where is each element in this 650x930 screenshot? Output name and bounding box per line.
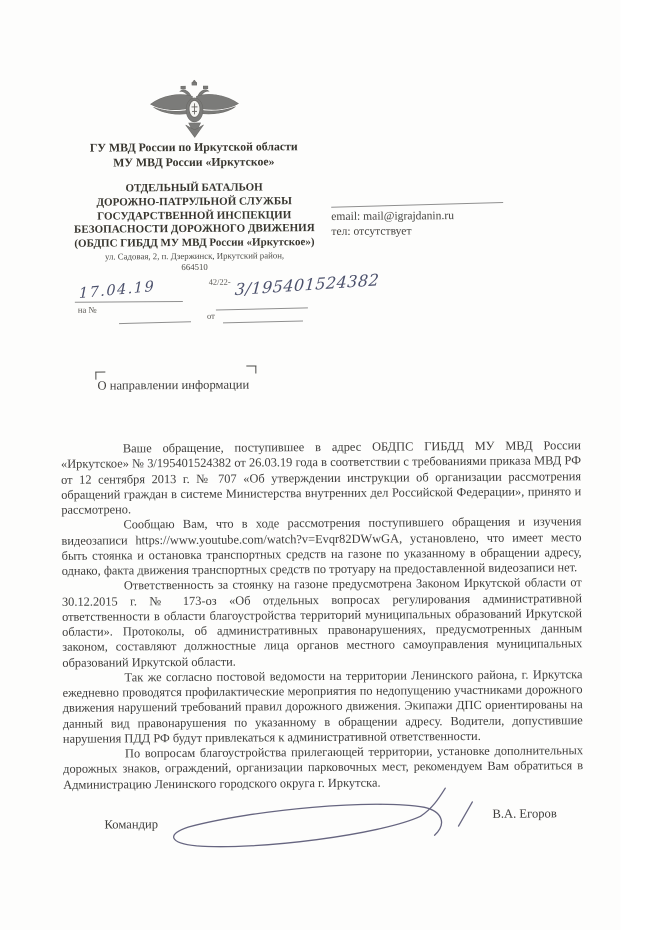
subject-line: О направлении информации bbox=[97, 377, 250, 393]
on-number-line bbox=[119, 321, 191, 324]
letter-body bbox=[61, 438, 583, 792]
signer-name: В.А. Егоров bbox=[492, 806, 557, 821]
addressee-underline bbox=[331, 202, 503, 208]
from-line bbox=[223, 320, 303, 323]
unit-header bbox=[63, 181, 325, 252]
unit-line: (ОБДПС ГИБДД МУ МВД России «Иркутское») bbox=[74, 236, 315, 250]
from-label: от bbox=[206, 310, 215, 321]
body-paragraph: Сообщаю Вам, что в ходе рассмотрения поступившего обращения и изучения видеозаписи https://www.youtube.com/watch?v=Evqr82DWwGA, установлено, что имеет место быть стоянка и остановка транспортных средств на газоне по указанному в обращении адресу, однако, факта движения транспортных средств по тротуару на предоставленной видеозаписи нет. bbox=[61, 514, 582, 578]
unit-line: ОТДЕЛЬНЫЙ БАТАЛЬОН bbox=[125, 181, 263, 195]
contact-block bbox=[331, 209, 454, 239]
body-paragraph: Так же согласно постовой ведомости на территории Ленинского района, г. Иркутска ежедневно проводятся профилактические мероприятия по недопущению участниками дорожного движения нарушений требований правил дорожного движения. Экипажи ДПС ориентированы на данный вид правонарушения по указанному в обращении адресу. Водители, допустившие нарушения ПДД РФ будут привлекаться к административной ответственности. bbox=[62, 666, 583, 746]
handwritten-number: 3/195401524382 bbox=[234, 270, 380, 300]
corner-bracket-right bbox=[246, 365, 256, 373]
mvd-emblem-icon bbox=[149, 80, 239, 139]
on-number-label: на № bbox=[77, 304, 97, 315]
signer-position: Командир bbox=[104, 817, 159, 832]
address-line: 664510 bbox=[181, 261, 208, 272]
outgoing-number-prefix: 42/22- bbox=[208, 277, 231, 287]
unit-line: ДОРОЖНО-ПАТРУЛЬНОЙ СЛУЖБЫ bbox=[96, 195, 292, 209]
org-header bbox=[63, 139, 325, 171]
number-line bbox=[216, 307, 308, 310]
unit-line: БЕЗОПАСНОСТИ ДОРОЖНОГО ДВИЖЕНИЯ bbox=[73, 222, 315, 237]
org-line: МУ МВД России «Иркутское» bbox=[113, 154, 275, 170]
org-line: ГУ МВД России по Иркутской области bbox=[89, 139, 298, 155]
signature-autograph bbox=[162, 785, 493, 861]
contact-phone: тел: отсутствует bbox=[331, 223, 412, 238]
contact-email: email: mail@igrajdanin.ru bbox=[331, 209, 455, 223]
sender-address bbox=[64, 250, 326, 273]
body-paragraph: По вопросам благоустройства прилегающей территории, установке дополнительных дорожных знаков, ограждений, организации парковочных мест, рекомендуем Вам обратиться в Администрацию Ленинского городского округа г. Иркутска. bbox=[63, 743, 584, 792]
handwritten-date: 17.04.19 bbox=[78, 278, 156, 303]
body-paragraph: Ответственность за стоянку на газоне предусмотрена Законом Иркутской области от 30.12.2015 г. № 173-оз «Об отдельных вопросах регулирования административной ответственности в области благоустройства территорий муниципальных образований Иркутской области». Протоколы, об административных правонарушениях, предусмотренных данным законом, составляют должностные лица органов местного самоуправления муниципальных образований Иркутской области. bbox=[61, 575, 583, 670]
address-line: ул. Садовая, 2, п. Дзержинск, Иркутский район, bbox=[104, 250, 285, 262]
unit-line: ГОСУДАРСТВЕННОЙ ИНСПЕКЦИИ bbox=[97, 208, 292, 223]
date-line bbox=[75, 301, 183, 303]
body-paragraph: Ваше обращение, поступившее в адрес ОБДПС ГИБДД МУ МВД России «Иркутское» № 3/195401524382 от 26.03.19 года в соответствии с требованиями приказа МВД РФ от 12 сентября 2013 г. № 707 «Об утверждении инструкции об организации рассмотрения обращений граждан в системе Министерства внутренних дел Российской Федерации», принято и рассмотрено. bbox=[60, 438, 582, 517]
